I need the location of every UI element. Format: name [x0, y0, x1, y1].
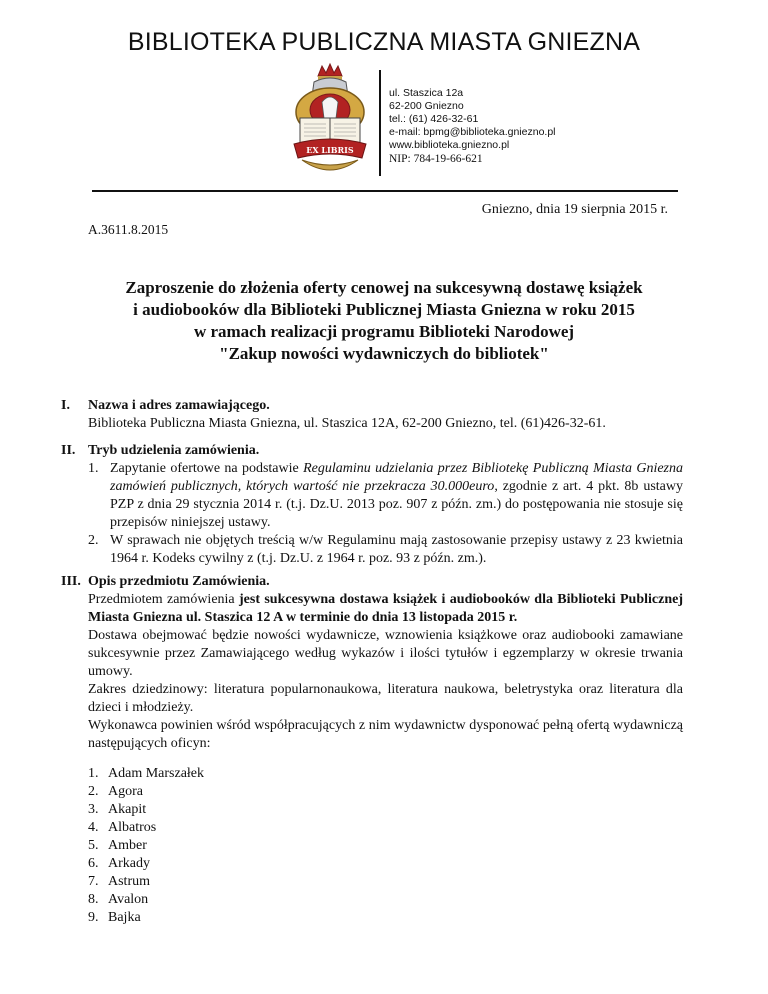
publisher-name: Arkady	[108, 856, 150, 871]
publisher-number: 1.	[88, 766, 99, 781]
logo-ribbon-text: EX LIBRIS	[306, 145, 354, 155]
list-item	[88, 460, 683, 532]
section-number: III.	[61, 574, 81, 589]
publisher-item	[88, 783, 683, 801]
contact-block	[389, 87, 556, 166]
section-title: Opis przedmiotu Zamówienia.	[88, 574, 270, 589]
spacer	[88, 753, 683, 765]
contact-website[interactable]: www.biblioteka.gniezno.pl	[389, 139, 510, 151]
heading-line: w ramach realizacji programu Biblioteki Narodowej	[193, 322, 575, 341]
document-heading	[60, 277, 708, 365]
publisher-number: 5.	[88, 838, 99, 853]
publisher-item	[88, 819, 683, 837]
list-item-number: 1.	[88, 461, 99, 476]
publisher-number: 7.	[88, 874, 99, 889]
publisher-list	[88, 765, 683, 927]
contact-phone: tel.: (61) 426-32-61	[389, 113, 479, 125]
document-date: Gniezno, dnia 19 sierpnia 2015 r.	[481, 202, 668, 217]
heading-line: i audiobooków dla Biblioteki Publicznej Miasta Gniezna w roku 2015	[133, 300, 635, 319]
publisher-number: 3.	[88, 802, 99, 817]
library-crest-logo	[288, 62, 372, 178]
publisher-name: Albatros	[108, 820, 157, 835]
section-paragraph: Wykonawca powinien wśród współpracujących z nim wydawnictw dysponować pełną ofertą wydawniczą następujących oficyn:	[88, 718, 683, 751]
section-title: Tryb udzielenia zamówienia.	[88, 443, 260, 458]
list-item-text: W sprawach nie objętych treścią w/w Regulaminu mają zastosowanie przepisy ustawy z 23 kwietnia 1964 r. Kodeks cywilny z (t.j. Dz.U. z 1964 r. poz. 93 z późn. zm.).	[110, 533, 683, 566]
publisher-name: Adam Marszałek	[108, 766, 205, 781]
header-divider-horizontal	[92, 190, 678, 192]
heading-line: Zaproszenie do złożenia oferty cenowej na sukcesywną dostawę książek	[125, 278, 643, 297]
list-item-text: Zapytanie ofertowe na podstawie	[110, 461, 304, 476]
section-paragraph: Zakres dziedzinowy: literatura popularnonaukowa, literatura naukowa, beletrystyka oraz literatura dla dzieci i młodzieży.	[88, 682, 683, 715]
section-paragraph	[88, 591, 683, 627]
contact-nip: NIP: 784-19-66-621	[389, 153, 483, 165]
paragraph-text: Przedmiotem zamówienia	[88, 592, 239, 607]
section-title: Nazwa i adres zamawiającego.	[88, 398, 270, 413]
section-text: Biblioteka Publiczna Miasta Gniezna, ul. Staszica 12A, 62-200 Gniezno, tel. (61)426-32-61.	[88, 416, 606, 431]
publisher-name: Astrum	[108, 874, 150, 889]
publisher-number: 2.	[88, 784, 99, 799]
contact-email[interactable]: e-mail: bpmg@biblioteka.gniezno.pl	[389, 126, 556, 138]
section-paragraph: Dostawa obejmować będzie nowości wydawnicze, wznowienia książkowe oraz audiobooki zamawiane sukcesywnie przez Zamawiającego według wykazów i ilości tytułów i egzemplarzy w okresie trwania umowy.	[88, 628, 683, 679]
publisher-item	[88, 891, 683, 909]
list-item-text: , zgodnie z art. 4 pkt. 8b ustawy PZP z dnia 29 stycznia 2014 r. (t.j. Dz.U. 2013 poz. 907 z późn. zm.) do postępowania nie stosuje się przepisów niniejszej ustawy.	[110, 479, 683, 530]
section-2	[61, 442, 683, 568]
publisher-name: Bajka	[108, 910, 141, 925]
paragraph-bold-text: jest sukcesywna dostawa książek i audiobooków dla Biblioteki Publicznej Miasta Gniezna ul. Staszica 12 A w terminie do dnia 13 listopada 2015 r.	[88, 592, 683, 625]
publisher-name: Avalon	[108, 892, 149, 907]
publisher-number: 8.	[88, 892, 99, 907]
heading-line: "Zakup nowości wydawniczych do bibliotek"	[219, 344, 549, 363]
section-number: II.	[61, 443, 76, 458]
contact-street: ul. Staszica 12a	[389, 87, 464, 99]
list-item-number: 2.	[88, 533, 99, 548]
publisher-number: 9.	[88, 910, 99, 925]
publisher-item	[88, 909, 683, 927]
publisher-item	[88, 837, 683, 855]
publisher-item	[88, 801, 683, 819]
header-divider-vertical	[379, 70, 381, 176]
list-item	[88, 532, 683, 568]
publisher-number: 6.	[88, 856, 99, 871]
section-3	[61, 573, 683, 927]
publisher-name: Amber	[108, 838, 147, 853]
organization-title: BIBLIOTEKA PUBLICZNA MIASTA GNIEZNA	[127, 28, 641, 56]
section-1	[61, 397, 683, 433]
publisher-item	[88, 855, 683, 873]
publisher-name: Agora	[108, 784, 143, 799]
contact-city: 62-200 Gniezno	[389, 100, 464, 112]
reference-number: A.3611.8.2015	[88, 222, 169, 237]
publisher-name: Akapit	[108, 802, 147, 817]
regulation-title: Regulaminu udzielania przez Bibliotekę Publiczną Miasta Gniezna zamówień publicznych, których wartość nie przekracza 30.000euro	[110, 461, 683, 494]
section-number: I.	[61, 398, 70, 413]
publisher-item	[88, 765, 683, 783]
publisher-item	[88, 873, 683, 891]
publisher-number: 4.	[88, 820, 99, 835]
